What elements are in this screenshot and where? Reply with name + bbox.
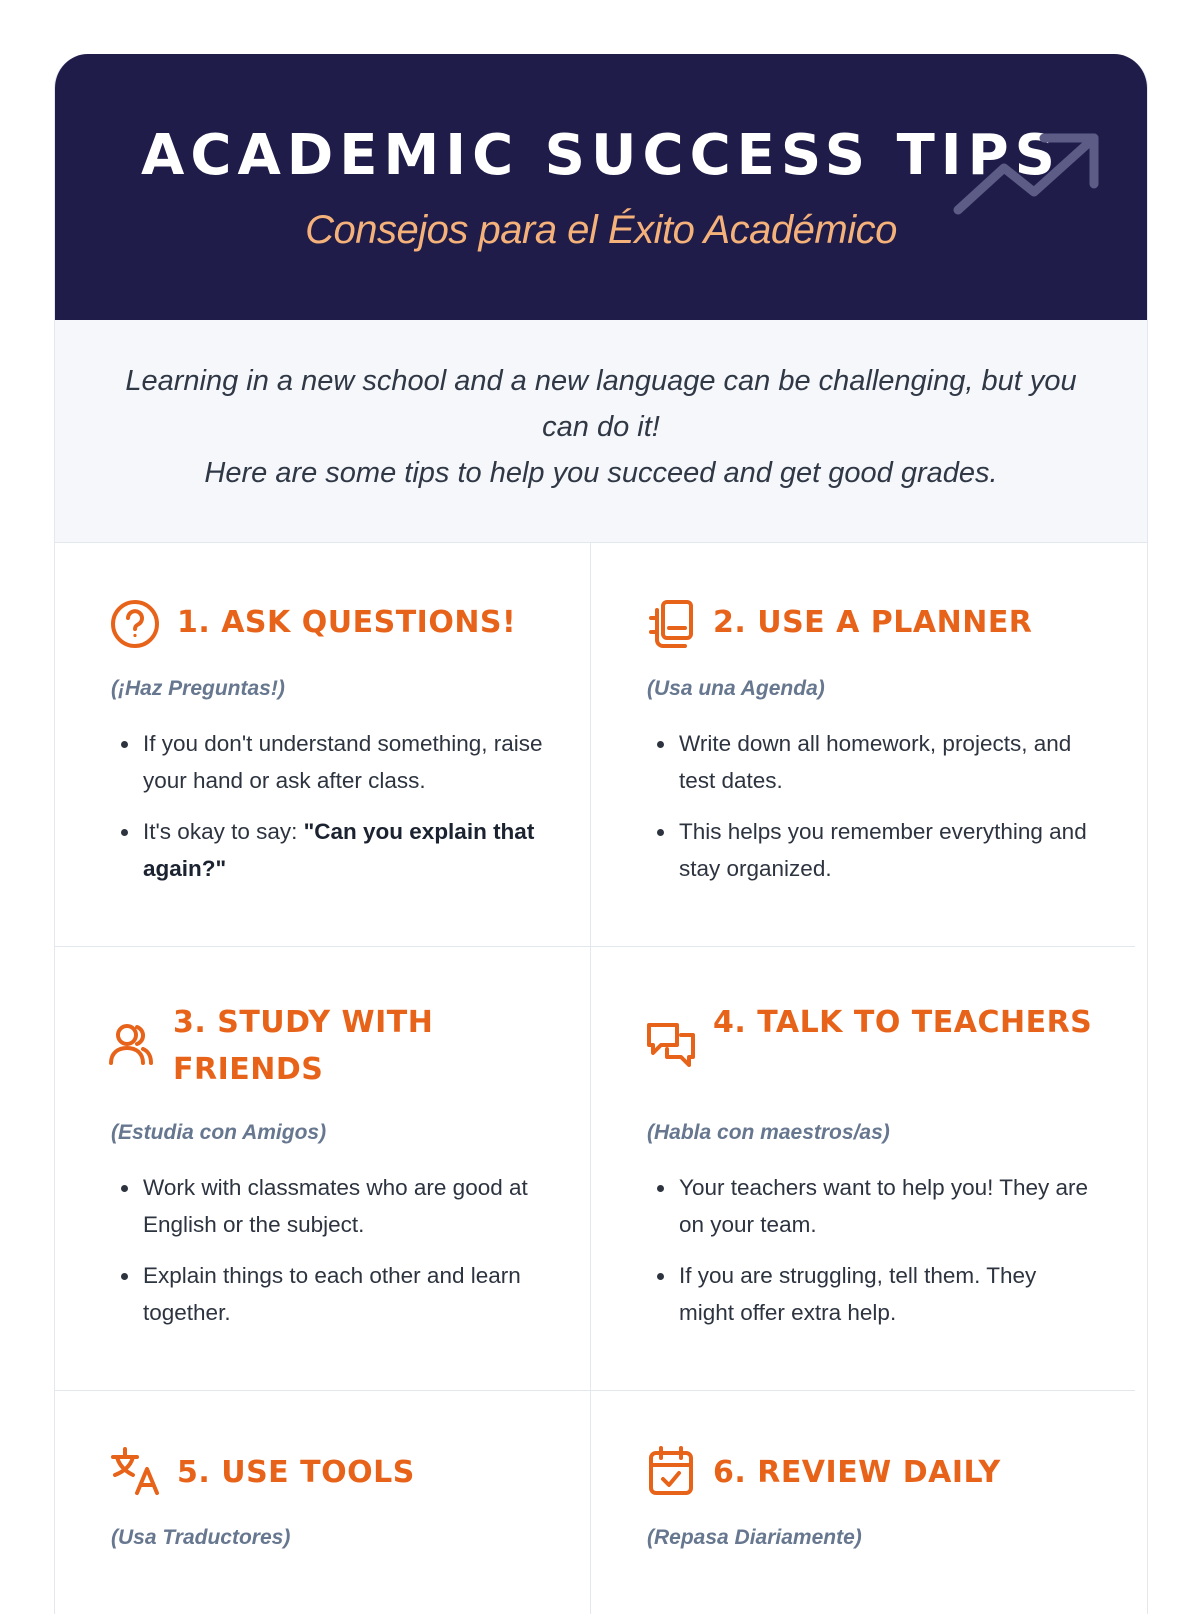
tip-subtitle: (Habla con maestros/as) (647, 1121, 890, 1144)
question-circle-icon (109, 598, 161, 650)
tip-bullet: • Write down all homework, projects, and test dates. (677, 725, 1097, 799)
tip-bullet-list (111, 1169, 561, 1345)
users-icon (107, 1019, 155, 1071)
page-subtitle: Consejos para el Éxito Académico (305, 208, 897, 252)
tip-card-talk-teachers (590, 947, 1135, 1391)
tip-card-use-planner (590, 542, 1135, 947)
tip-bullet-list (647, 725, 1097, 901)
tip-card-ask-questions (55, 542, 600, 947)
intro-text-line1: Learning in a new school and a new language can be challenging, but you can do it! (125, 365, 1077, 443)
tip-title: 5. USE TOOLS (177, 1455, 415, 1490)
tip-bullet: • This helps you remember everything and stay organized. (677, 813, 1097, 887)
header-banner (55, 54, 1147, 320)
tip-bullet-text: It's okay to say: (143, 819, 304, 844)
planner-icon (645, 598, 697, 650)
tip-card-study-friends (55, 947, 600, 1391)
tip-subtitle: (¡Haz Preguntas!) (111, 677, 285, 700)
tip-bullet: • If you don't understand something, raise your hand or ask after class. (141, 725, 561, 799)
tip-title: 4. TALK TO TEACHERS (713, 1005, 1093, 1040)
tip-card-use-tools (55, 1391, 600, 1614)
tip-bullet: • If you are struggling, tell them. They might offer extra help. (677, 1257, 1097, 1331)
tip-title: 6. REVIEW DAILY (713, 1455, 1001, 1490)
tip-bullet: • Your teachers want to help you! They are on your team. (677, 1169, 1097, 1243)
intro-section (55, 320, 1147, 543)
chat-bubbles-icon (645, 1019, 697, 1071)
translate-icon (109, 1445, 161, 1497)
tip-subtitle: (Usa Traductores) (111, 1526, 291, 1549)
tip-title: 3. STUDY WITH FRIENDS (173, 1005, 434, 1087)
tip-bullet-list (647, 1169, 1097, 1345)
trending-up-icon (952, 130, 1102, 220)
tip-bullet-list (111, 725, 561, 901)
tip-subtitle: (Usa una Agenda) (647, 677, 825, 700)
tip-bullet-quote: "Can you explain that again?" (143, 819, 535, 881)
tips-card (54, 54, 1148, 1614)
calendar-check-icon (645, 1445, 697, 1497)
tip-bullet: • Work with classmates who are good at English or the subject. (141, 1169, 561, 1243)
tip-bullet (141, 813, 561, 887)
tip-subtitle: (Repasa Diariamente) (647, 1526, 862, 1549)
tip-title: 1. ASK QUESTIONS! (177, 605, 517, 640)
tip-title: 2. USE A PLANNER (713, 605, 1033, 640)
page-title: ACADEMIC SUCCESS TIPS (141, 123, 1061, 188)
tip-card-review-daily (590, 1391, 1135, 1614)
tip-subtitle: (Estudia con Amigos) (111, 1121, 327, 1144)
intro-text-line2: Here are some tips to help you succeed and get good grades. (204, 457, 998, 489)
tip-bullet: • Explain things to each other and learn together. (141, 1257, 561, 1331)
